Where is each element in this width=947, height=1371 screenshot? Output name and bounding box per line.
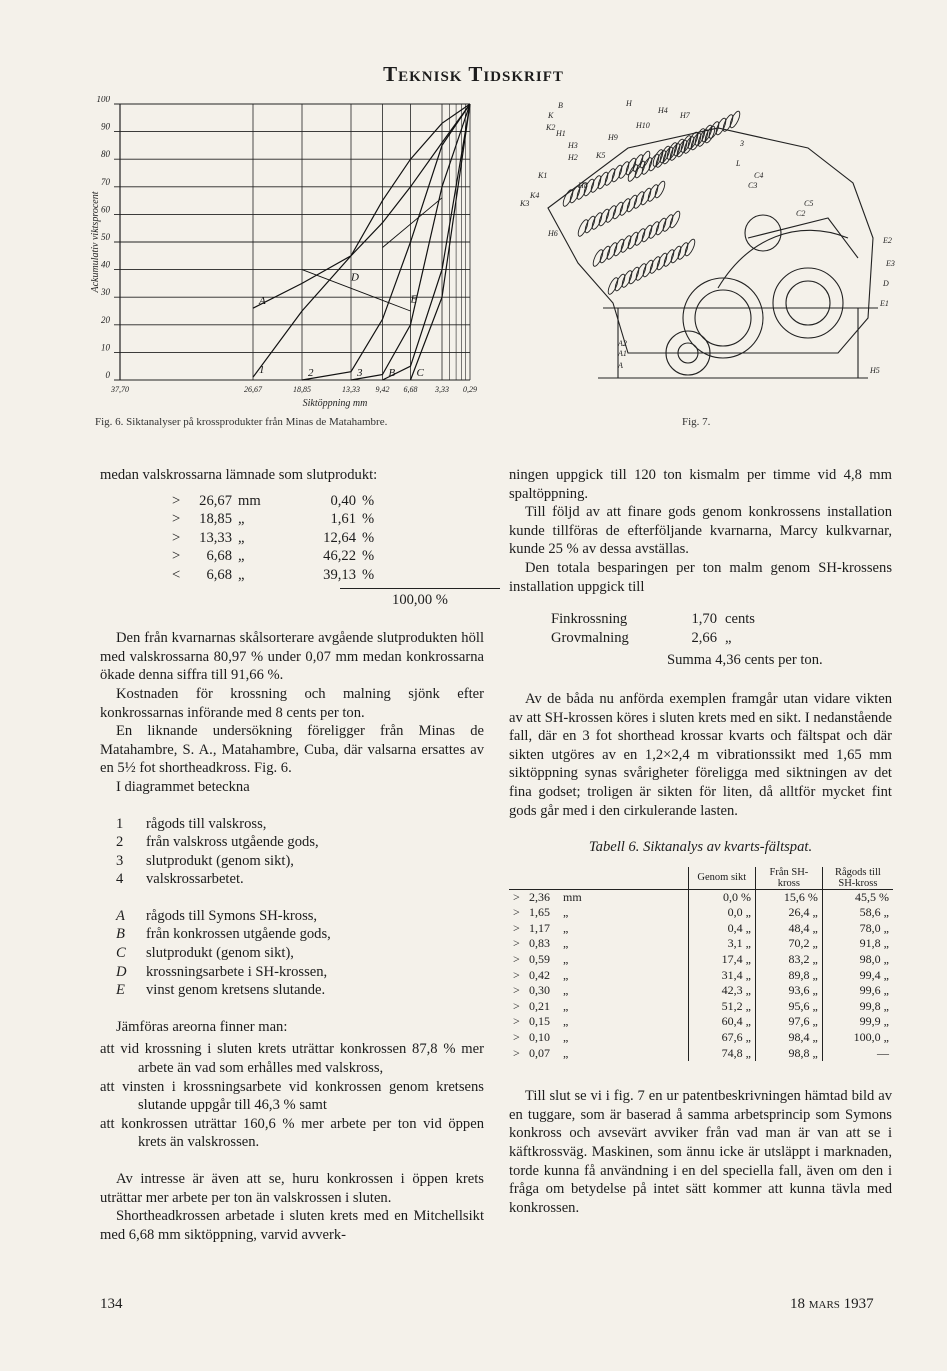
right-column [509, 466, 892, 1217]
size-unit: „ [238, 529, 245, 546]
value-cell-a: 60,4 „ [688, 1014, 755, 1030]
size-unit: „ [238, 566, 245, 583]
row-size: 0,15 [529, 1014, 550, 1029]
row-unit: „ [563, 967, 569, 982]
row-size: 0,21 [529, 998, 550, 1013]
value-cell-b: 48,4 „ [755, 921, 822, 937]
size-cell [509, 936, 688, 952]
legend-item [116, 870, 484, 889]
legend-item [116, 852, 484, 871]
legend-text: krossningsarbete i SH-krossen, [146, 963, 328, 980]
value-cell-b: 97,6 „ [755, 1014, 822, 1030]
value-cell-b: 83,2 „ [755, 952, 822, 968]
fig7-label: K1 [538, 171, 548, 180]
value-cell-c: 99,4 „ [822, 968, 893, 984]
row-size: 0,42 [529, 967, 550, 982]
fig7-label: 3 [740, 139, 744, 148]
x-tick-label: 18,85 [293, 385, 311, 394]
size-row [172, 566, 484, 585]
row-unit: „ [563, 1030, 569, 1045]
para-diagram: I diagrammet beteckna [116, 778, 250, 795]
table-row [509, 936, 893, 952]
table-row [509, 968, 893, 984]
x-tick-label: 26,67 [244, 385, 262, 394]
size-cell [509, 889, 688, 905]
value-cell-a: 0,0 % [688, 889, 755, 905]
fig7-label: A2 [618, 339, 627, 348]
legend-text: slutprodukt (genom sikt), [146, 945, 294, 962]
fig7-label: H9 [608, 133, 618, 142]
value-cell-a: 51,2 „ [688, 999, 755, 1015]
series-label-1: 1 [259, 364, 265, 377]
table-row [509, 999, 893, 1015]
value-cell-c: 91,8 „ [822, 936, 893, 952]
table-caption: Tabell 6. Siktanalys av kvarts-fältspat. [588, 839, 813, 856]
size-cell [509, 921, 688, 937]
value-cell-c: 99,9 „ [822, 1014, 893, 1030]
share-value: 0,40 [330, 492, 356, 509]
series-label-C: C [416, 367, 424, 379]
row-op: > [513, 905, 520, 920]
y-axis-label: Ackumulativ viktsprocent [90, 191, 101, 293]
fig7-caption: Fig. 7. [682, 416, 711, 428]
row-unit: „ [563, 920, 569, 935]
fig7-label: A1 [618, 349, 627, 358]
value-cell-c: 45,5 % [822, 889, 893, 905]
legend-text: från valskross utgående gods, [146, 834, 319, 851]
legend-key: 1 [116, 815, 124, 832]
fig7-machine-svg [508, 88, 906, 388]
spring-coil [668, 210, 681, 229]
para-matahambre: En liknande undersökning föreligger från Minas de Matahambre, S. A., Matahambre, Cuba, där valsarna ersattes av en 5½ fot shortheadkross. Fig. 6. [100, 723, 484, 777]
value-cell-a: 3,1 „ [688, 936, 755, 952]
value-cell-a: 42,3 „ [688, 983, 755, 999]
sieve-table [509, 867, 893, 1062]
size-cell [509, 999, 688, 1015]
size-cell [509, 983, 688, 999]
cost-label: Grovmalning [551, 629, 629, 646]
legend-key: 2 [116, 834, 124, 851]
series-line-1 [253, 104, 470, 377]
row-unit: „ [563, 952, 569, 967]
legend-key: A [116, 907, 125, 924]
sizes-list [100, 492, 484, 585]
size-row [172, 510, 484, 529]
fig7-label: C2 [796, 209, 806, 218]
x-tick-label: 9,42 [375, 385, 390, 394]
size-cell [509, 1030, 688, 1046]
row-size: 0,07 [529, 1045, 550, 1060]
fig7-label: L [736, 159, 741, 168]
cost-row [551, 629, 892, 648]
area-label-E: E [410, 293, 418, 306]
cost-value: 1,70 [691, 611, 717, 628]
legend-item [116, 944, 484, 963]
fig7-label: C5 [804, 199, 814, 208]
value-cell-a: 0,0 „ [688, 905, 755, 921]
size-unit: mm [238, 492, 261, 509]
value-cell-b: 93,6 „ [755, 983, 822, 999]
fig7-label: A [618, 361, 623, 370]
fig7-label: K2 [546, 123, 556, 132]
table-header-fran: Från SH-kross [755, 867, 822, 890]
area-boundary-line [383, 198, 443, 248]
legend-text: från konkrossen utgående gods, [146, 926, 331, 943]
legend-item [116, 815, 484, 834]
legend-key: 3 [116, 852, 124, 869]
share-pct: % [362, 492, 375, 509]
table-row [509, 983, 893, 999]
size-cell [509, 1014, 688, 1030]
row-size: 0,30 [529, 983, 550, 998]
row-unit: mm [563, 889, 582, 904]
y-tick-label: 30 [101, 287, 110, 298]
sizes-intro: medan valskrossarna lämnade som slutprodukt: [100, 467, 378, 483]
share-pct: % [362, 548, 375, 565]
value-cell-c: 78,0 „ [822, 921, 893, 937]
legend-text: valskrossarbetet. [146, 871, 244, 888]
row-op: > [513, 920, 520, 935]
size-cell [509, 1046, 688, 1062]
table-row [509, 952, 893, 968]
legend-list-1 [100, 815, 484, 889]
journal-title: Teknisk Tidskrift [383, 62, 564, 86]
legend-key: E [116, 982, 125, 999]
y-tick-label: 50 [101, 232, 110, 242]
row-unit: „ [563, 1045, 569, 1060]
row-op: > [513, 998, 520, 1013]
spring-assembly [561, 110, 741, 296]
y-tick-label: 100 [96, 96, 110, 104]
value-cell-b: 15,6 % [755, 889, 822, 905]
value-cell-a: 67,6 „ [688, 1030, 755, 1046]
table-header-ragods: Rågods till SH-kross [822, 867, 893, 890]
para-sluten-krets: Av de båda nu anförda exemplen framgår utan vidare vikten av att SH-krossen köres i sluten krets med en sikt. I nedanstående fall, där en 3 fot shorthead krossar kvarts och fältspat och där sikten utgöres av en 1,2×2,4 m vibrationssikt med 1,65 mm siktöppning synas svårigheter föreligga med siktningen av det fina godset; troligen är sikten för liten, då alltför mycket fint gods går med i den cirkulerande lasten. [509, 690, 892, 819]
share-pct: % [362, 566, 375, 583]
sizes-total: 100,00 % [340, 588, 500, 610]
size-unit: „ [238, 548, 245, 565]
value-cell-c: 98,0 „ [822, 952, 893, 968]
costs-sum [509, 651, 892, 670]
para-shorthead: Shortheadkrossen arbetade i sluten krets med en Mitchellsikt med 6,68 mm siktöppning, varvid avverk- [100, 1208, 484, 1243]
size-value: 6,68 [206, 548, 232, 565]
legend-item [116, 981, 484, 1000]
fig7-label: C3 [748, 181, 758, 190]
att-item-2: att vinsten i krossningsarbete vid konkrossen genom kretsens slutande uppgår till 46,3 % samt [100, 1078, 484, 1114]
table-row [509, 905, 893, 921]
att-item-1: att vid krossning i sluten krets uträttar konkrossen 87,8 % mer arbete än vad som erhålles med valskross, [100, 1041, 484, 1077]
value-cell-c: 99,8 „ [822, 999, 893, 1015]
y-tick-label: 90 [101, 121, 110, 132]
row-op: > [513, 967, 520, 982]
size-cell [509, 968, 688, 984]
page-number: 134 [100, 1296, 123, 1312]
x-tick-label: 13,33 [342, 385, 360, 394]
size-row [172, 529, 484, 548]
row-op: > [513, 1045, 520, 1060]
value-cell-c: 100,0 „ [822, 1030, 893, 1046]
para-intresse: Av intresse är även att se, huru konkrossen i öppen krets uträttar mer arbete per ton än valskrossen i sluten. [100, 1171, 484, 1206]
fig7-label: H2 [568, 153, 578, 162]
fig7-label: H10 [636, 121, 650, 130]
size-op: > [172, 529, 181, 546]
fig6-chart [88, 96, 488, 416]
cost-unit: „ [725, 629, 732, 646]
share-value: 39,13 [323, 566, 356, 583]
table-row [509, 889, 893, 905]
size-op: < [172, 566, 181, 583]
spring-coil [653, 180, 666, 199]
y-tick-label: 80 [101, 149, 110, 160]
row-op: > [513, 1030, 520, 1045]
fig7-label: H4 [658, 106, 668, 115]
row-unit: „ [563, 983, 569, 998]
size-op: > [172, 511, 181, 528]
y-tick-label: 40 [101, 259, 110, 270]
row-size: 2,36 [529, 889, 550, 904]
sum-value: 4,36 [715, 652, 741, 669]
x-tick-label: 37,70 [111, 385, 129, 394]
fig7-label: E1 [880, 299, 889, 308]
value-cell-a: 17,4 „ [688, 952, 755, 968]
para-kulkvarnar: Till följd av att finare gods genom konkrossens installation kunde tillföras de efterföljande kvarnarna, Marcy kulkvarnar, kunde 25 % av dessa avställas. [509, 504, 892, 558]
value-cell-c: — [822, 1046, 893, 1062]
row-size: 1,65 [529, 905, 550, 920]
fig7-label: H8 [578, 181, 588, 190]
value-cell-b: 98,8 „ [755, 1046, 822, 1062]
size-cell [509, 905, 688, 921]
legend-item [116, 925, 484, 944]
issue-date: 18 mars 1937 [790, 1296, 874, 1312]
row-size: 0,59 [529, 952, 550, 967]
legend-list-2 [100, 907, 484, 1000]
value-cell-b: 98,4 „ [755, 1030, 822, 1046]
spring-coil [728, 110, 741, 129]
row-op: > [513, 936, 520, 951]
value-cell-a: 31,4 „ [688, 968, 755, 984]
x-tick-label: 0,29 [463, 385, 477, 394]
legend-text: vinst genom kretsens slutande. [146, 982, 326, 999]
legend-key: B [116, 926, 125, 943]
value-cell-c: 99,6 „ [822, 983, 893, 999]
para-tuggare: Till slut se vi i fig. 7 en ur patentbeskrivningen hämtad bild av en tuggare, som är baserad å samma arbetsprincip som Symons konkross och avsevärt avviker från vad man är van att se i käftkrossväg. Maskinen, som ännu icke är utsläppt i marknaden, torde kunna få användning i en del speciella fall, även om den i fråga om betydelse på intet sätt kommer att kunna tävla med konkrossen. [509, 1088, 892, 1216]
legend-key: C [116, 945, 126, 962]
fig6-svg [88, 96, 488, 411]
fig7-label: E2 [883, 236, 892, 245]
row-unit: „ [563, 905, 569, 920]
series-label-3: 3 [357, 367, 363, 379]
fig7-label: C4 [754, 171, 764, 180]
table-row [509, 1030, 893, 1046]
y-tick-label: 10 [101, 342, 110, 353]
row-size: 0,10 [529, 1030, 550, 1045]
x-axis-label: Siktöppning mm [302, 398, 368, 409]
legend-item [116, 907, 484, 926]
value-cell-b: 26,4 „ [755, 905, 822, 921]
size-value: 6,68 [206, 566, 232, 583]
share-value: 46,22 [323, 548, 356, 565]
row-op: > [513, 1014, 520, 1029]
y-tick-label: 70 [101, 176, 110, 187]
sum-unit: cents per ton. [744, 652, 823, 669]
value-cell-c: 58,6 „ [822, 905, 893, 921]
size-row [172, 547, 484, 566]
fig7-label: H7 [680, 111, 690, 120]
fig7-label: K5 [596, 151, 606, 160]
spring-coil [683, 238, 696, 257]
fig7-label: H [626, 99, 632, 108]
value-cell-a: 74,8 „ [688, 1046, 755, 1062]
fig7-label: E3 [886, 259, 895, 268]
cost-unit: cents [725, 611, 755, 628]
size-op: > [172, 492, 181, 509]
legend-item [116, 833, 484, 852]
size-row [172, 492, 484, 511]
fig7-label: K [548, 111, 554, 120]
value-cell-b: 89,8 „ [755, 968, 822, 984]
row-unit: „ [563, 998, 569, 1013]
y-tick-label: 60 [101, 204, 110, 215]
legend-key: D [116, 963, 127, 980]
share-value: 1,61 [330, 511, 356, 528]
table-row [509, 1014, 893, 1030]
row-op: > [513, 889, 520, 904]
fig7-label: H6 [548, 229, 558, 238]
cost-label: Finkrossning [551, 611, 628, 628]
cost-row [551, 610, 892, 629]
legend-item [116, 963, 484, 982]
share-pct: % [362, 529, 375, 546]
legend-text: rågods till valskross, [146, 815, 267, 832]
size-value: 18,85 [199, 511, 232, 528]
sum-label: Summa [667, 652, 712, 669]
size-op: > [172, 548, 181, 565]
legend-text: rågods till Symons SH-kross, [146, 907, 318, 924]
para-avverkning: ningen uppgick till 120 ton kismalm per timme vid 4,8 mm spaltöppning. [509, 467, 892, 502]
value-cell-a: 0,4 „ [688, 921, 755, 937]
x-tick-label: 6,68 [403, 385, 418, 394]
size-value: 26,67 [199, 492, 232, 509]
fig7-drawing [508, 88, 906, 393]
row-unit: „ [563, 1014, 569, 1029]
fig7-label: D [883, 279, 889, 288]
legend-text: slutprodukt (genom sikt), [146, 852, 294, 869]
x-tick-label: 3,33 [435, 385, 449, 394]
costs-list [509, 610, 892, 647]
fig7-label: B [558, 101, 563, 110]
row-size: 0,83 [529, 936, 550, 951]
fig7-label: H1 [556, 129, 566, 138]
row-op: > [513, 983, 520, 998]
row-unit: „ [563, 936, 569, 951]
para-areor: Jämföras areorna finner man: [116, 1018, 288, 1035]
size-unit: „ [238, 511, 245, 528]
legend-key: 4 [116, 871, 124, 888]
left-column [100, 466, 484, 1244]
att-item-3: att konkrossen uträttar 160,6 % mer arbete per ton vid öppen krets än valskrossen. [100, 1115, 484, 1151]
series-label-B: B [388, 367, 396, 379]
value-cell-b: 95,6 „ [755, 999, 822, 1015]
fig7-label: H5 [870, 366, 880, 375]
share-pct: % [362, 511, 375, 528]
para-kvarnar: Den från kvarnarnas skålsorterare avgående slutprodukten höll med valskrossarna 80,97 % under 0,07 mm medan konkrossarna ökade denna siffra till 91,66 %. [100, 630, 484, 684]
share-value: 12,64 [323, 529, 356, 546]
series-label-A: A [259, 295, 266, 308]
size-value: 13,33 [199, 529, 232, 546]
table-header-genom: Genom sikt [688, 867, 755, 890]
y-tick-label: 0 [105, 370, 110, 380]
series-label-2: 2 [308, 367, 314, 379]
size-cell [509, 952, 688, 968]
table-row [509, 1046, 893, 1062]
y-tick-label: 20 [101, 314, 110, 325]
table-row [509, 921, 893, 937]
para-besparing: Den totala besparingen per ton malm genom SH-krossens installation uppgick till [509, 559, 892, 595]
fig6-caption: Fig. 6. Siktanalyser på krossprodukter från Minas de Matahambre. [95, 416, 388, 428]
fig7-label: K3 [520, 199, 530, 208]
row-op: > [513, 952, 520, 967]
area-label-D: D [351, 271, 359, 284]
row-size: 1,17 [529, 920, 550, 935]
cost-value: 2,66 [691, 629, 717, 646]
fig7-label: H3 [568, 141, 578, 150]
fig7-label: K4 [530, 191, 540, 200]
value-cell-b: 70,2 „ [755, 936, 822, 952]
para-kostnad: Kostnaden för krossning och malning sjönk efter konkrossarnas införande med 8 cents per ton. [100, 685, 484, 721]
